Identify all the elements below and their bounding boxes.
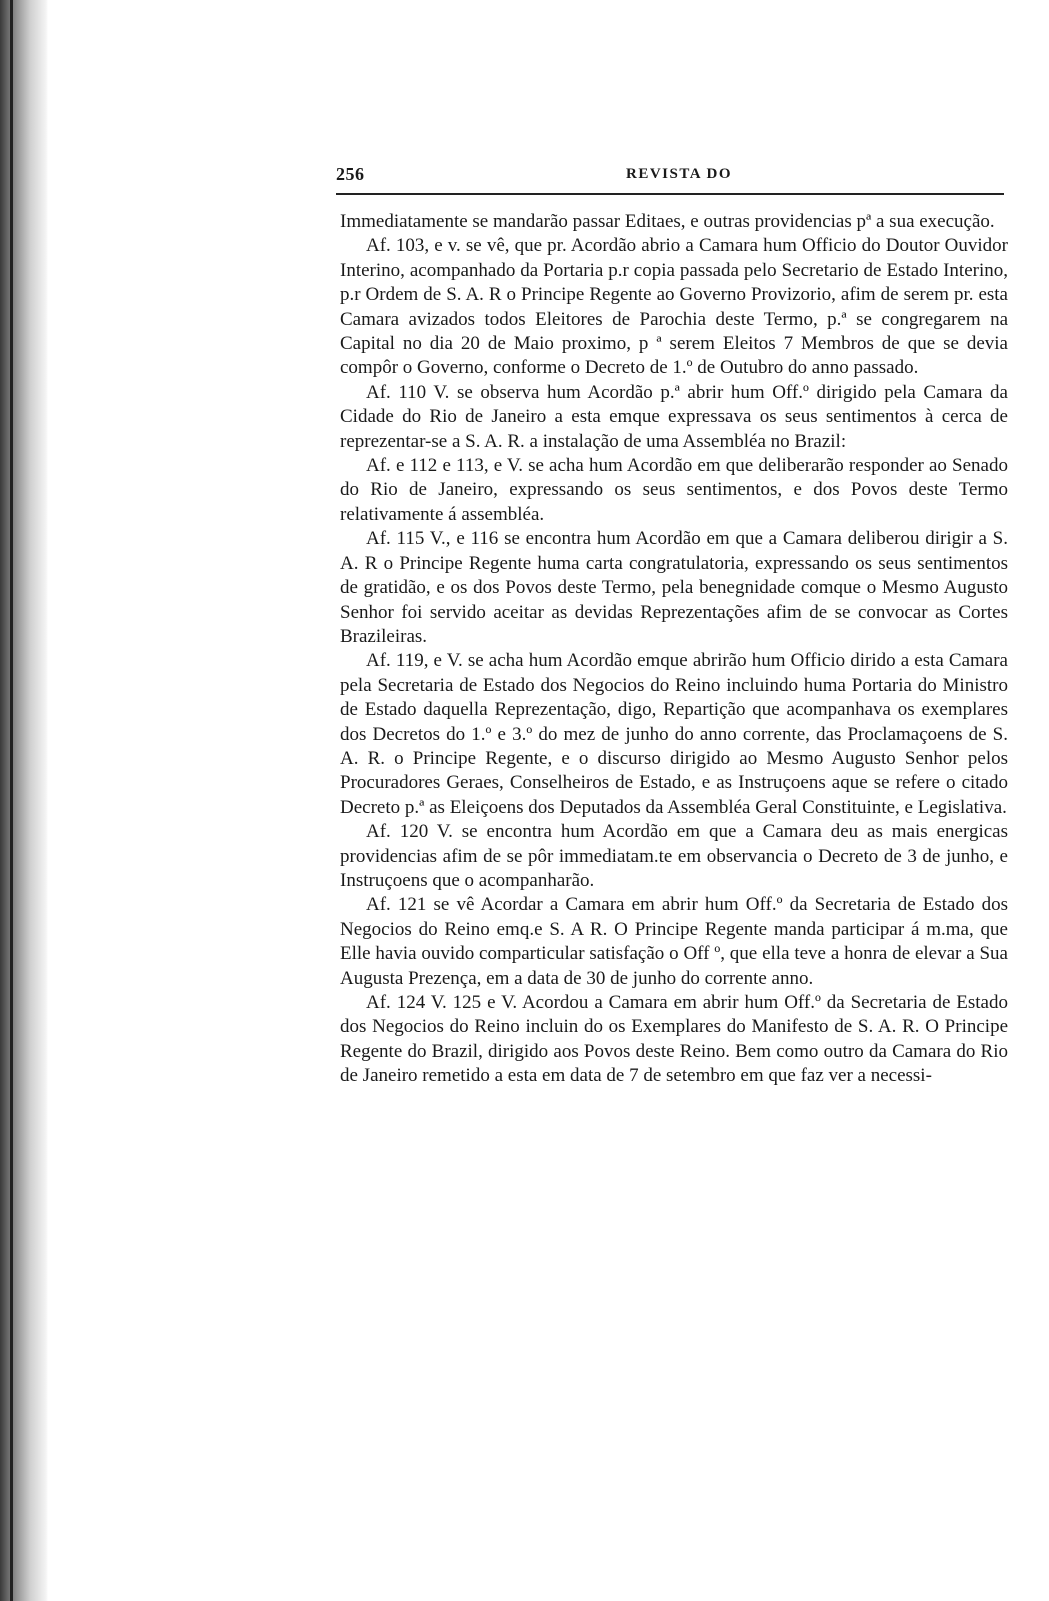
paragraph: Af. 110 V. se observa hum Acordão p.ª abrir hum Off.º dirigido pela Camara da Cidade do Rio de Janeiro a esta emque expressava os seus sentimentos à cerca de reprezentar-se a S. A. R. a instalação de uma Assembléa no Brazil:	[340, 381, 1008, 452]
paragraph: Immediatamente se mandarão passar Editaes, e outras providencias pª a sua execução.	[340, 211, 995, 232]
paragraph: Af. 103, e v. se vê, que pr. Acordão abrio a Camara hum Officio do Doutor Ouvidor Interino, acompanhado da Portaria p.r copia passada pelo Secretario de Estado Interino, p.r Ordem de S. A. R o Principe Regente ao Governo Provizorio, afim de serem pr. esta Camara avizados todos Eleitores de Parochia deste Termo, p.ª se congregarem na Capital no dia 20 de Maio proximo, p ª serem Eleitos 7 Membros de que se devia compôr o Governo, conforme o Decreto de 1.º de Outubro do anno passado.	[340, 235, 1008, 379]
header-rule	[336, 193, 1004, 195]
book-binding-shadow	[0, 0, 48, 1601]
paragraph: Af. 115 V., e 116 se encontra hum Acordão em que a Camara deliberou dirigir a S. A. R o Principe Regente huma carta congratulatoria, expressando os seus sentimentos de gratidão, e os dos Povos deste Termo, pela benegnidade comque o Mesmo Augusto Senhor foi servido aceitar as devidas Reprezentações afim de se convocar as Cortes Brazileiras.	[340, 528, 1008, 647]
binding-edge	[10, 0, 13, 1601]
page-number: 256	[336, 164, 365, 184]
paragraph: Af. e 112 e 113, e V. se acha hum Acordão em que deliberarão responder ao Senado do Rio de Janeiro, expressando os seus sentimentos, e dos Povos deste Termo relativamente á assembléa.	[340, 455, 1008, 525]
paragraph: Af. 120 V. se encontra hum Acordão em que a Camara deu as mais energicas providencias afim de se pôr immediatam.te em observancia o Decreto de 3 de junho, e Instruçoens que o acompanharão.	[340, 821, 1008, 891]
running-title: REVISTA DO	[626, 166, 732, 182]
paragraph: Af. 119, e V. se acha hum Acordão emque abrirão hum Officio dirido a esta Camara pela Secretaria de Estado dos Negocios do Reino incluindo huma Portaria do Ministro de Estado daquella Reprezentação, digo, Repartição que acompanhava os exemplares dos Decretos do 1.º e 3.º do mez de junho do anno corrente, das Proclamaçoens de S. A. R. o Principe Regente, e o discurso dirigido ao Mesmo Augusto Senhor pelos Procuradores Geraes, Conselheiros de Estado, e as Instruçoens aque se refere o citado Decreto p.ª as Eleiçoens dos Deputados da Assembléa Geral Constituinte, e Legislativa.	[340, 650, 1008, 818]
paragraph: Af. 124 V. 125 e V. Acordou a Camara em abrir hum Off.º da Secretaria de Estado dos Negocios do Reino incluin do os Exemplares do Manifesto de S. A. R. O Principe Regente do Brazil, dirigido aos Povos deste Reino. Bem como outro da Camara do Rio de Janeiro remetido a esta em data de 7 de setembro em que faz ver a necessi-	[340, 992, 1008, 1087]
page-body	[340, 210, 1008, 1089]
paragraph: Af. 121 se vê Acordar a Camara em abrir hum Off.º da Secretaria de Estado dos Negocios do Reino emq.e S. A R. O Principe Regente manda participar á m.ma, que Elle havia ouvido comparticular satisfação o Off º, que ella teve a honra de elevar a Sua Augusta Prezença, em a data de 30 de junho do corrente anno.	[340, 894, 1008, 989]
page-header	[336, 160, 1008, 190]
